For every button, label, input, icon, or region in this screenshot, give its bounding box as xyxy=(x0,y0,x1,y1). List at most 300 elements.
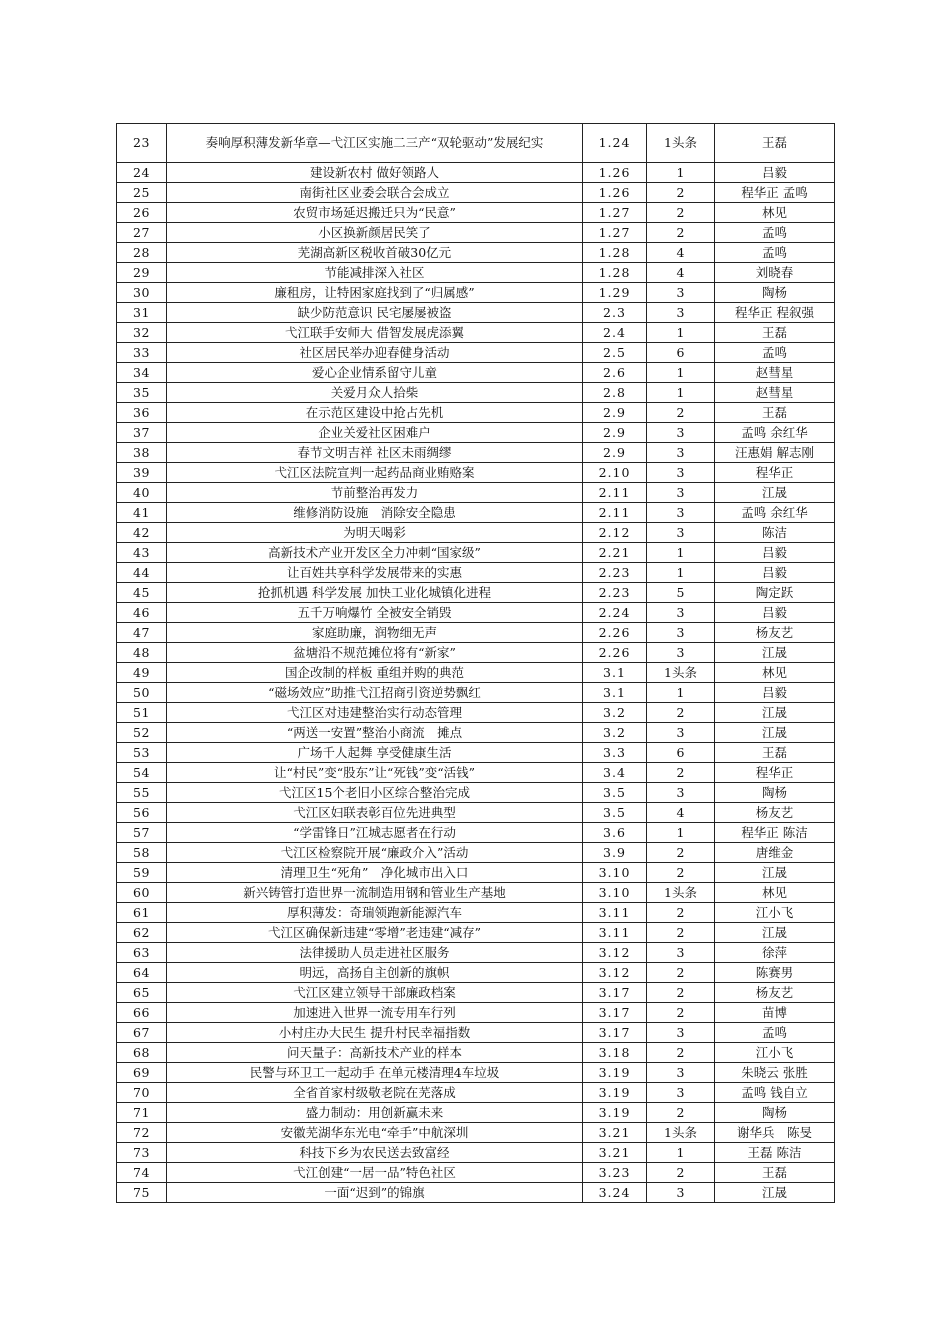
article-title: 盛力制动：用创新赢未来 xyxy=(167,1103,583,1123)
table-row xyxy=(117,343,835,363)
row-number: 65 xyxy=(117,983,167,1003)
publish-date: 3.4 xyxy=(583,763,647,783)
article-title: 全省首家村级敬老院在芜落成 xyxy=(167,1083,583,1103)
row-number: 32 xyxy=(117,323,167,343)
row-number: 48 xyxy=(117,643,167,663)
author-names: 江晟 xyxy=(715,923,835,943)
author-names: 朱晓云 张胜 xyxy=(715,1063,835,1083)
article-title: 弋江区建立领导干部廉政档案 xyxy=(167,983,583,1003)
row-number: 35 xyxy=(117,383,167,403)
row-number: 40 xyxy=(117,483,167,503)
publish-date: 3.6 xyxy=(583,823,647,843)
author-names: 陈赛男 xyxy=(715,963,835,983)
table-row xyxy=(117,923,835,943)
article-title: 民警与环卫工一起动手 在单元楼清理4车垃圾 xyxy=(167,1063,583,1083)
article-title: 南街社区业委会联合会成立 xyxy=(167,183,583,203)
article-title: 厚积薄发：奇瑞领跑新能源汽车 xyxy=(167,903,583,923)
author-names: 王磊 xyxy=(715,124,835,163)
row-number: 31 xyxy=(117,303,167,323)
publish-date: 3.1 xyxy=(583,663,647,683)
publish-date: 2.9 xyxy=(583,423,647,443)
page-section: 1 xyxy=(647,683,715,703)
row-number: 49 xyxy=(117,663,167,683)
row-number: 55 xyxy=(117,783,167,803)
publish-date: 3.9 xyxy=(583,843,647,863)
table-row xyxy=(117,543,835,563)
article-title: 加速进入世界一流专用车行列 xyxy=(167,1003,583,1023)
publish-date: 2.11 xyxy=(583,483,647,503)
row-number: 39 xyxy=(117,463,167,483)
author-names: 汪惠娟 解志刚 xyxy=(715,443,835,463)
publish-date: 2.9 xyxy=(583,403,647,423)
table-row xyxy=(117,1123,835,1143)
row-number: 59 xyxy=(117,863,167,883)
row-number: 53 xyxy=(117,743,167,763)
page-section: 3 xyxy=(647,723,715,743)
author-names: 程华正 xyxy=(715,463,835,483)
table-row xyxy=(117,1183,835,1203)
article-title: 建设新农村 做好领路人 xyxy=(167,163,583,183)
publish-date: 3.19 xyxy=(583,1063,647,1083)
publish-date: 2.23 xyxy=(583,563,647,583)
row-number: 64 xyxy=(117,963,167,983)
publish-date: 2.26 xyxy=(583,623,647,643)
row-number: 75 xyxy=(117,1183,167,1203)
table-row xyxy=(117,963,835,983)
publish-date: 3.10 xyxy=(583,883,647,903)
page-section: 2 xyxy=(647,1003,715,1023)
table-row xyxy=(117,163,835,183)
publish-date: 1.27 xyxy=(583,223,647,243)
table-row xyxy=(117,843,835,863)
page-section: 2 xyxy=(647,903,715,923)
table-row xyxy=(117,183,835,203)
table-row xyxy=(117,483,835,503)
table-row xyxy=(117,1163,835,1183)
table-row xyxy=(117,723,835,743)
article-title: 小区换新颜居民笑了 xyxy=(167,223,583,243)
publish-date: 2.23 xyxy=(583,583,647,603)
article-title: 明远，高扬自主创新的旗帜 xyxy=(167,963,583,983)
publish-date: 3.2 xyxy=(583,703,647,723)
publish-date: 3.12 xyxy=(583,963,647,983)
author-names: 程华正 xyxy=(715,763,835,783)
page-section: 1 xyxy=(647,563,715,583)
page-section: 3 xyxy=(647,503,715,523)
table-row xyxy=(117,703,835,723)
publish-date: 1.28 xyxy=(583,243,647,263)
page-section: 3 xyxy=(647,1183,715,1203)
page-section: 2 xyxy=(647,763,715,783)
publish-date: 1.28 xyxy=(583,263,647,283)
row-number: 60 xyxy=(117,883,167,903)
page-section: 1 xyxy=(647,383,715,403)
table-row xyxy=(117,203,835,223)
publish-date: 1.29 xyxy=(583,283,647,303)
table-row xyxy=(117,463,835,483)
row-number: 27 xyxy=(117,223,167,243)
page-section: 6 xyxy=(647,343,715,363)
publish-date: 3.19 xyxy=(583,1083,647,1103)
page-section: 1头条 xyxy=(647,1123,715,1143)
row-number: 24 xyxy=(117,163,167,183)
author-names: 江小飞 xyxy=(715,903,835,923)
row-number: 36 xyxy=(117,403,167,423)
author-names: 王磊 陈洁 xyxy=(715,1143,835,1163)
article-title: 农贸市场延迟搬迁只为“民意” xyxy=(167,203,583,223)
article-title: 弋江创建“一居一品”特色社区 xyxy=(167,1163,583,1183)
table-row xyxy=(117,883,835,903)
table-row xyxy=(117,1103,835,1123)
article-title: 盆塘沿不规范摊位将有“新家” xyxy=(167,643,583,663)
table-row xyxy=(117,743,835,763)
table-row xyxy=(117,283,835,303)
publish-date: 3.11 xyxy=(583,923,647,943)
publish-date: 3.3 xyxy=(583,743,647,763)
table-row xyxy=(117,503,835,523)
page-section: 1 xyxy=(647,823,715,843)
page-section: 2 xyxy=(647,703,715,723)
author-names: 江小飞 xyxy=(715,1043,835,1063)
page-section: 2 xyxy=(647,923,715,943)
row-number: 42 xyxy=(117,523,167,543)
author-names: 吕毅 xyxy=(715,563,835,583)
article-title: 关爱月众人拾柴 xyxy=(167,383,583,403)
table-row xyxy=(117,223,835,243)
author-names: 陶杨 xyxy=(715,783,835,803)
row-number: 57 xyxy=(117,823,167,843)
author-names: 江晟 xyxy=(715,643,835,663)
row-number: 51 xyxy=(117,703,167,723)
table-row xyxy=(117,523,835,543)
row-number: 63 xyxy=(117,943,167,963)
author-names: 王磊 xyxy=(715,743,835,763)
publish-date: 3.10 xyxy=(583,863,647,883)
page-section: 1 xyxy=(647,163,715,183)
row-number: 71 xyxy=(117,1103,167,1123)
publish-date: 1.24 xyxy=(583,124,647,163)
table-row xyxy=(117,943,835,963)
table-row xyxy=(117,643,835,663)
author-names: 孟鸣 xyxy=(715,343,835,363)
page-section: 3 xyxy=(647,483,715,503)
article-title: 广场千人起舞 享受健康生活 xyxy=(167,743,583,763)
author-names: 杨友艺 xyxy=(715,983,835,1003)
article-title: 科技下乡为农民送去致富经 xyxy=(167,1143,583,1163)
publish-date: 3.1 xyxy=(583,683,647,703)
page-section: 2 xyxy=(647,983,715,1003)
article-title: 在示范区建设中抢占先机 xyxy=(167,403,583,423)
table-row xyxy=(117,663,835,683)
article-title: 节前整治再发力 xyxy=(167,483,583,503)
page-section: 3 xyxy=(647,643,715,663)
author-names: 王磊 xyxy=(715,1163,835,1183)
article-title: 弋江区15个老旧小区综合整治完成 xyxy=(167,783,583,803)
table-row xyxy=(117,803,835,823)
page-section: 4 xyxy=(647,803,715,823)
page-section: 1头条 xyxy=(647,663,715,683)
publish-date: 2.3 xyxy=(583,303,647,323)
article-title: 一面“迟到”的锦旗 xyxy=(167,1183,583,1203)
page-section: 2 xyxy=(647,1103,715,1123)
publish-date: 3.17 xyxy=(583,1003,647,1023)
article-title: 企业关爱社区困难户 xyxy=(167,423,583,443)
row-number: 58 xyxy=(117,843,167,863)
row-number: 28 xyxy=(117,243,167,263)
table-row xyxy=(117,423,835,443)
article-title: 弋江区法院宣判一起药品商业贿赂案 xyxy=(167,463,583,483)
publish-date: 3.21 xyxy=(583,1143,647,1163)
author-names: 杨友艺 xyxy=(715,623,835,643)
table-row xyxy=(117,1043,835,1063)
row-number: 38 xyxy=(117,443,167,463)
publish-date: 3.12 xyxy=(583,943,647,963)
article-title: 五千万响爆竹 全被安全销毁 xyxy=(167,603,583,623)
publish-date: 3.19 xyxy=(583,1103,647,1123)
page-section: 1 xyxy=(647,363,715,383)
author-names: 程华正 程叙强 xyxy=(715,303,835,323)
publish-date: 3.2 xyxy=(583,723,647,743)
row-number: 70 xyxy=(117,1083,167,1103)
page-section: 3 xyxy=(647,463,715,483)
publish-date: 2.12 xyxy=(583,523,647,543)
author-names: 孟鸣 余红华 xyxy=(715,503,835,523)
page-section: 2 xyxy=(647,223,715,243)
row-number: 72 xyxy=(117,1123,167,1143)
author-names: 陶杨 xyxy=(715,1103,835,1123)
page-section: 2 xyxy=(647,963,715,983)
table-row xyxy=(117,783,835,803)
row-number: 47 xyxy=(117,623,167,643)
publish-date: 1.27 xyxy=(583,203,647,223)
publish-date: 3.17 xyxy=(583,1023,647,1043)
row-number: 37 xyxy=(117,423,167,443)
publish-date: 3.23 xyxy=(583,1163,647,1183)
table-row xyxy=(117,323,835,343)
page-section: 2 xyxy=(647,183,715,203)
article-title: 安徽芜湖华东光电“牵手”中航深圳 xyxy=(167,1123,583,1143)
article-title: 弋江区对违建整治实行动态管理 xyxy=(167,703,583,723)
author-names: 苗博 xyxy=(715,1003,835,1023)
article-title: 为明天喝彩 xyxy=(167,523,583,543)
row-number: 25 xyxy=(117,183,167,203)
row-number: 69 xyxy=(117,1063,167,1083)
article-title: 新兴铸管打造世界一流制造用钢和管业生产基地 xyxy=(167,883,583,903)
table-row xyxy=(117,443,835,463)
page-section: 4 xyxy=(647,263,715,283)
row-number: 52 xyxy=(117,723,167,743)
table-row xyxy=(117,403,835,423)
author-names: 林见 xyxy=(715,883,835,903)
article-title: 芜湖高新区税收首破30亿元 xyxy=(167,243,583,263)
row-number: 67 xyxy=(117,1023,167,1043)
row-number: 23 xyxy=(117,124,167,163)
table-row xyxy=(117,603,835,623)
row-number: 29 xyxy=(117,263,167,283)
author-names: 吕毅 xyxy=(715,683,835,703)
author-names: 吕毅 xyxy=(715,163,835,183)
row-number: 73 xyxy=(117,1143,167,1163)
author-names: 刘晓春 xyxy=(715,263,835,283)
page-section: 3 xyxy=(647,603,715,623)
author-names: 江晟 xyxy=(715,483,835,503)
article-title: 社区居民举办迎春健身活动 xyxy=(167,343,583,363)
page-section: 2 xyxy=(647,1163,715,1183)
article-title: 家庭助廉，润物细无声 xyxy=(167,623,583,643)
row-number: 34 xyxy=(117,363,167,383)
table-row xyxy=(117,823,835,843)
page-section: 3 xyxy=(647,283,715,303)
table-row xyxy=(117,1003,835,1023)
article-title: 国企改制的样板 重组并购的典范 xyxy=(167,663,583,683)
row-number: 62 xyxy=(117,923,167,943)
article-title: 让“村民”变“股东”让“死钱”变“活钱” xyxy=(167,763,583,783)
row-number: 43 xyxy=(117,543,167,563)
author-names: 王磊 xyxy=(715,403,835,423)
article-title: 让百姓共享科学发展带来的实惠 xyxy=(167,563,583,583)
page-section: 3 xyxy=(647,443,715,463)
publish-date: 3.11 xyxy=(583,903,647,923)
article-title: 维修消防设施 消除安全隐患 xyxy=(167,503,583,523)
article-title: “两送一安置”整治小商流 摊点 xyxy=(167,723,583,743)
publish-date: 3.17 xyxy=(583,983,647,1003)
page-section: 3 xyxy=(647,1083,715,1103)
article-title: 清理卫生“死角” 净化城市出入口 xyxy=(167,863,583,883)
article-title: 缺少防范意识 民宅屡屡被盗 xyxy=(167,303,583,323)
author-names: 陈洁 xyxy=(715,523,835,543)
row-number: 44 xyxy=(117,563,167,583)
article-list-body xyxy=(117,124,835,1203)
author-names: 江晟 xyxy=(715,1183,835,1203)
author-names: 吕毅 xyxy=(715,543,835,563)
article-title: 高新技术产业开发区全力冲刺“国家级” xyxy=(167,543,583,563)
publish-date: 3.24 xyxy=(583,1183,647,1203)
publish-date: 2.6 xyxy=(583,363,647,383)
table-row xyxy=(117,863,835,883)
row-number: 74 xyxy=(117,1163,167,1183)
publish-date: 2.5 xyxy=(583,343,647,363)
table-row xyxy=(117,1083,835,1103)
table-row xyxy=(117,243,835,263)
article-title: 小村庄办大民生 提升村民幸福指数 xyxy=(167,1023,583,1043)
row-number: 50 xyxy=(117,683,167,703)
author-names: 赵彗星 xyxy=(715,383,835,403)
author-names: 徐萍 xyxy=(715,943,835,963)
page-section: 1头条 xyxy=(647,124,715,163)
row-number: 26 xyxy=(117,203,167,223)
publish-date: 2.21 xyxy=(583,543,647,563)
page-section: 1头条 xyxy=(647,883,715,903)
table-row xyxy=(117,903,835,923)
article-title: “学雷锋日”江城志愿者在行动 xyxy=(167,823,583,843)
publish-date: 3.18 xyxy=(583,1043,647,1063)
table-row xyxy=(117,1063,835,1083)
table-row xyxy=(117,983,835,1003)
publish-date: 3.5 xyxy=(583,803,647,823)
row-number: 30 xyxy=(117,283,167,303)
author-names: 孟鸣 余红华 xyxy=(715,423,835,443)
publish-date: 2.24 xyxy=(583,603,647,623)
table-row xyxy=(117,363,835,383)
article-title: 节能减排深入社区 xyxy=(167,263,583,283)
author-names: 林见 xyxy=(715,663,835,683)
author-names: 程华正 陈洁 xyxy=(715,823,835,843)
row-number: 54 xyxy=(117,763,167,783)
article-title: 爱心企业情系留守儿童 xyxy=(167,363,583,383)
author-names: 陶定跃 xyxy=(715,583,835,603)
page-section: 2 xyxy=(647,863,715,883)
article-title: “磁场效应”助推弋江招商引资逆势飘红 xyxy=(167,683,583,703)
article-title: 春节文明吉祥 社区未雨绸缪 xyxy=(167,443,583,463)
author-names: 吕毅 xyxy=(715,603,835,623)
article-title: 法律援助人员走进社区服务 xyxy=(167,943,583,963)
table-row xyxy=(117,583,835,603)
author-names: 江晟 xyxy=(715,703,835,723)
author-names: 赵彗星 xyxy=(715,363,835,383)
author-names: 林见 xyxy=(715,203,835,223)
row-number: 61 xyxy=(117,903,167,923)
author-names: 唐维金 xyxy=(715,843,835,863)
page-section: 3 xyxy=(647,943,715,963)
article-title: 弋江区妇联表彰百位先进典型 xyxy=(167,803,583,823)
article-title: 弋江联手安师大 借智发展虎添翼 xyxy=(167,323,583,343)
page-section: 3 xyxy=(647,423,715,443)
page-section: 5 xyxy=(647,583,715,603)
page-section: 6 xyxy=(647,743,715,763)
table-row xyxy=(117,303,835,323)
author-names: 程华正 孟鸣 xyxy=(715,183,835,203)
author-names: 孟鸣 xyxy=(715,243,835,263)
page-section: 3 xyxy=(647,303,715,323)
table-row xyxy=(117,383,835,403)
page-section: 3 xyxy=(647,1063,715,1083)
author-names: 江晟 xyxy=(715,863,835,883)
page-section: 2 xyxy=(647,843,715,863)
article-title: 抢抓机遇 科学发展 加快工业化城镇化进程 xyxy=(167,583,583,603)
author-names: 陶杨 xyxy=(715,283,835,303)
page-section: 2 xyxy=(647,1043,715,1063)
page-section: 2 xyxy=(647,203,715,223)
row-number: 45 xyxy=(117,583,167,603)
article-list-table xyxy=(116,123,835,1203)
page-section: 3 xyxy=(647,523,715,543)
table-row xyxy=(117,1023,835,1043)
article-title: 弋江区确保新违建“零增”老违建“减存” xyxy=(167,923,583,943)
table-row xyxy=(117,563,835,583)
page-section: 1 xyxy=(647,1143,715,1163)
page-section: 1 xyxy=(647,323,715,343)
author-names: 王磊 xyxy=(715,323,835,343)
publish-date: 2.8 xyxy=(583,383,647,403)
page-section: 3 xyxy=(647,783,715,803)
page-section: 1 xyxy=(647,543,715,563)
row-number: 68 xyxy=(117,1043,167,1063)
author-names: 谢华兵 陈旻 xyxy=(715,1123,835,1143)
publish-date: 3.5 xyxy=(583,783,647,803)
table-row xyxy=(117,763,835,783)
row-number: 33 xyxy=(117,343,167,363)
author-names: 孟鸣 xyxy=(715,223,835,243)
author-names: 孟鸣 xyxy=(715,1023,835,1043)
publish-date: 3.21 xyxy=(583,1123,647,1143)
table-row xyxy=(117,263,835,283)
page-section: 4 xyxy=(647,243,715,263)
page-section: 2 xyxy=(647,403,715,423)
author-names: 杨友艺 xyxy=(715,803,835,823)
publish-date: 2.4 xyxy=(583,323,647,343)
publish-date: 1.26 xyxy=(583,183,647,203)
table-row xyxy=(117,683,835,703)
